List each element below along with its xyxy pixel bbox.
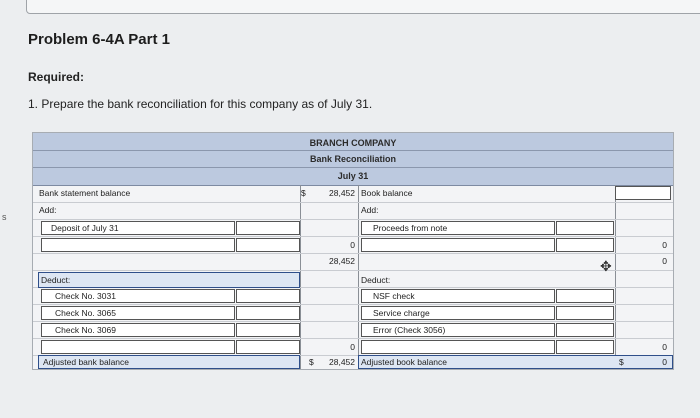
bank-deduct-header [38,272,300,288]
book-deduct-item-label: Error (Check 3056) [373,325,446,335]
bank-deposit-label: Deposit of July 31 [51,223,119,233]
bank-reconciliation-table [32,132,674,370]
top-answer-box [26,0,700,14]
book-deduct-label: Deduct: [361,275,391,285]
instruction-text: 1. Prepare the bank reconciliation for this company as of July 31. [28,97,373,111]
bank-statement-balance-value: 28,452 [329,188,355,198]
bank-deposit-amount-input[interactable] [236,221,300,235]
adjusted-bank-balance-label: Adjusted bank balance [43,357,130,367]
bank-check-amount-input[interactable] [236,289,300,303]
bank-add-label: Add: [39,205,57,215]
bank-check-amount-input[interactable] [236,306,300,320]
book-subtotal: 0 [662,256,667,266]
book-adjusted-dollar-sign: $ [619,357,624,367]
bank-deduct-blank-row[interactable] [41,340,235,354]
bank-deduct-label: Deduct: [41,275,71,285]
book-item-amount-input[interactable] [556,289,614,303]
bank-check-label: Check No. 3065 [55,308,116,318]
bank-dollar-sign: $ [301,188,306,198]
book-add-label: Add: [361,205,379,215]
book-item-amount-input[interactable] [556,306,614,320]
table-header [33,133,673,186]
bank-deduct-total: 0 [350,342,355,352]
page-title: Problem 6-4A Part 1 [28,31,170,48]
book-deduct-blank-row[interactable] [361,340,555,354]
book-balance-label: Book balance [361,188,413,198]
bank-deduct-blank-amount-input[interactable] [236,340,300,354]
required-label: Required: [28,70,85,84]
report-date: July 31 [337,171,369,181]
side-fragment: s [2,212,7,222]
move-cursor-icon: ✥ [600,258,612,274]
book-item-amount-input[interactable] [556,323,614,337]
book-deduct-item-label: Service charge [373,308,430,318]
bank-check-label: Check No. 3069 [55,325,116,335]
bank-add-blank-row[interactable] [41,238,235,252]
bank-adjusted-dollar-sign: $ [309,357,314,367]
book-deduct-item-label: NSF check [373,291,415,301]
company-name: BRANCH COMPANY [309,138,397,148]
adjusted-bank-balance-value: 28,452 [329,357,355,367]
book-add-total: 0 [662,240,667,250]
book-balance-input[interactable] [615,186,671,200]
book-deduct-blank-amount-input[interactable] [556,340,614,354]
adjusted-book-balance-label: Adjusted book balance [361,357,448,367]
bank-add-blank-amount-input[interactable] [236,238,300,252]
book-proceeds-label: Proceeds from note [373,223,448,233]
book-add-blank-row[interactable] [361,238,555,252]
adjusted-book-balance-value: 0 [662,357,667,367]
bank-check-amount-input[interactable] [236,323,300,337]
book-deduct-total: 0 [662,342,667,352]
book-add-blank-amount-input[interactable] [556,238,614,252]
bank-subtotal: 28,452 [329,256,355,266]
bank-check-label: Check No. 3031 [55,291,116,301]
book-proceeds-amount-input[interactable] [556,221,614,235]
bank-statement-balance-label: Bank statement balance [39,188,131,198]
report-title: Bank Reconciliation [309,154,397,164]
bank-add-total: 0 [350,240,355,250]
